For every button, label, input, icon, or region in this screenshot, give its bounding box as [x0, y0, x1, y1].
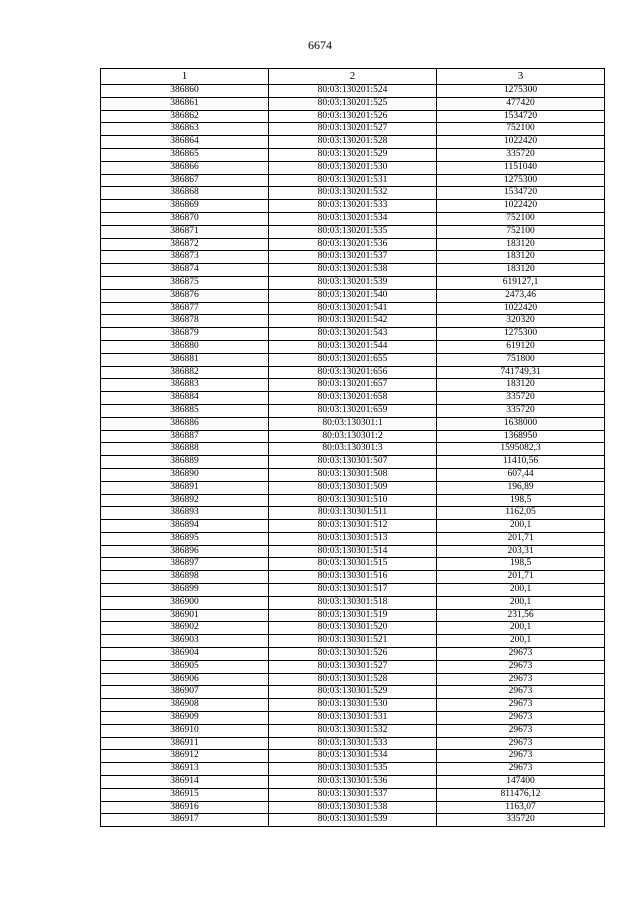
cadastral-number-cell: 80:03:130201:534 [269, 212, 437, 225]
table-row [101, 404, 605, 417]
row-number-cell: 386871 [101, 225, 269, 238]
table-row [101, 148, 605, 161]
cadastral-number-cell: 80:03:130201:527 [269, 123, 437, 136]
row-number-cell: 386864 [101, 136, 269, 149]
cadastral-number-cell: 80:03:130301:515 [269, 558, 437, 571]
table-row [101, 340, 605, 353]
table-row [101, 507, 605, 520]
row-number-cell: 386917 [101, 814, 269, 827]
cadastral-number-cell: 80:03:130301:509 [269, 481, 437, 494]
value-cell: 335720 [437, 392, 605, 405]
value-cell: 1275300 [437, 328, 605, 341]
value-cell: 741749,31 [437, 366, 605, 379]
cadastral-number-cell: 80:03:130301:517 [269, 584, 437, 597]
cadastral-number-cell: 80:03:130301:527 [269, 660, 437, 673]
value-cell: 335720 [437, 148, 605, 161]
value-cell: 1638000 [437, 417, 605, 430]
table-row [101, 379, 605, 392]
value-cell: 1022420 [437, 200, 605, 213]
table-row [101, 212, 605, 225]
value-cell: 752100 [437, 212, 605, 225]
value-cell: 619127,1 [437, 276, 605, 289]
value-cell: 231,56 [437, 609, 605, 622]
cadastral-number-cell: 80:03:130301:539 [269, 814, 437, 827]
row-number-cell: 386890 [101, 468, 269, 481]
row-number-cell: 386885 [101, 404, 269, 417]
value-cell: 11410,56 [437, 456, 605, 469]
row-number-cell: 386873 [101, 251, 269, 264]
cadastral-number-cell: 80:03:130301:518 [269, 596, 437, 609]
row-number-cell: 386866 [101, 161, 269, 174]
row-number-cell: 386860 [101, 85, 269, 98]
row-number-cell: 386893 [101, 507, 269, 520]
value-cell: 1534720 [437, 187, 605, 200]
table-row [101, 673, 605, 686]
cadastral-number-cell: 80:03:130301:535 [269, 763, 437, 776]
value-cell: 1534720 [437, 110, 605, 123]
row-number-cell: 386916 [101, 801, 269, 814]
value-cell: 200,1 [437, 520, 605, 533]
row-number-cell: 386909 [101, 712, 269, 725]
table-row [101, 814, 605, 827]
table-row [101, 635, 605, 648]
table-row [101, 468, 605, 481]
value-cell: 1022420 [437, 136, 605, 149]
table-row [101, 238, 605, 251]
value-cell: 2473,46 [437, 289, 605, 302]
row-number-cell: 386878 [101, 315, 269, 328]
row-number-cell: 386913 [101, 763, 269, 776]
value-cell: 147400 [437, 776, 605, 789]
row-number-cell: 386915 [101, 788, 269, 801]
row-number-cell: 386883 [101, 379, 269, 392]
value-cell: 203,31 [437, 545, 605, 558]
table-row [101, 776, 605, 789]
value-cell: 200,1 [437, 596, 605, 609]
cadastral-number-cell: 80:03:130301:529 [269, 686, 437, 699]
cadastral-number-cell: 80:03:130201:658 [269, 392, 437, 405]
cadastral-number-cell: 80:03:130301:510 [269, 494, 437, 507]
table-row [101, 366, 605, 379]
cadastral-number-cell: 80:03:130201:657 [269, 379, 437, 392]
table-row [101, 596, 605, 609]
value-cell: 29673 [437, 724, 605, 737]
table-row [101, 456, 605, 469]
row-number-cell: 386900 [101, 596, 269, 609]
row-number-cell: 386869 [101, 200, 269, 213]
cadastral-number-cell: 80:03:130301:3 [269, 443, 437, 456]
cadastral-number-cell: 80:03:130301:534 [269, 750, 437, 763]
value-cell: 200,1 [437, 584, 605, 597]
cadastral-number-cell: 80:03:130201:525 [269, 97, 437, 110]
cadastral-number-cell: 80:03:130301:531 [269, 712, 437, 725]
value-cell: 196,89 [437, 481, 605, 494]
cadastral-number-cell: 80:03:130301:2 [269, 430, 437, 443]
row-number-cell: 386888 [101, 443, 269, 456]
row-number-cell: 386895 [101, 532, 269, 545]
table-row [101, 97, 605, 110]
table-row [101, 712, 605, 725]
row-number-cell: 386879 [101, 328, 269, 341]
row-number-cell: 386863 [101, 123, 269, 136]
row-number-cell: 386891 [101, 481, 269, 494]
cadastral-number-cell: 80:03:130301:533 [269, 737, 437, 750]
table-row [101, 276, 605, 289]
cadastral-number-cell: 80:03:130301:528 [269, 673, 437, 686]
table-row [101, 763, 605, 776]
cadastral-number-cell: 80:03:130301:521 [269, 635, 437, 648]
row-number-cell: 386880 [101, 340, 269, 353]
table-row [101, 584, 605, 597]
table-row [101, 801, 605, 814]
cadastral-number-cell: 80:03:130301:516 [269, 571, 437, 584]
value-cell: 29673 [437, 712, 605, 725]
table-row [101, 609, 605, 622]
row-number-cell: 386892 [101, 494, 269, 507]
cadastral-number-cell: 80:03:130301:532 [269, 724, 437, 737]
value-cell: 29673 [437, 648, 605, 661]
row-number-cell: 386902 [101, 622, 269, 635]
cadastral-number-cell: 80:03:130301:519 [269, 609, 437, 622]
table-row [101, 110, 605, 123]
table-row [101, 187, 605, 200]
table-row [101, 443, 605, 456]
value-cell: 200,1 [437, 635, 605, 648]
cadastral-number-cell: 80:03:130201:528 [269, 136, 437, 149]
value-cell: 607,44 [437, 468, 605, 481]
row-number-cell: 386868 [101, 187, 269, 200]
value-cell: 29673 [437, 750, 605, 763]
table-row [101, 200, 605, 213]
cadastral-number-cell: 80:03:130301:511 [269, 507, 437, 520]
value-cell: 1368950 [437, 430, 605, 443]
cadastral-number-cell: 80:03:130201:531 [269, 174, 437, 187]
row-number-cell: 386870 [101, 212, 269, 225]
cadastral-number-cell: 80:03:130201:533 [269, 200, 437, 213]
cadastral-number-cell: 80:03:130201:538 [269, 264, 437, 277]
value-cell: 1022420 [437, 302, 605, 315]
row-number-cell: 386875 [101, 276, 269, 289]
table-row [101, 251, 605, 264]
cadastral-number-cell: 80:03:130301:526 [269, 648, 437, 661]
value-cell: 335720 [437, 404, 605, 417]
table-row [101, 417, 605, 430]
row-number-cell: 386911 [101, 737, 269, 750]
row-number-cell: 386897 [101, 558, 269, 571]
table-body [101, 85, 605, 827]
cadastral-number-cell: 80:03:130301:508 [269, 468, 437, 481]
row-number-cell: 386898 [101, 571, 269, 584]
row-number-cell: 386876 [101, 289, 269, 302]
table-row [101, 123, 605, 136]
cadastral-number-cell: 80:03:130201:536 [269, 238, 437, 251]
table-row [101, 328, 605, 341]
value-cell: 335720 [437, 814, 605, 827]
cadastral-number-cell: 80:03:130301:536 [269, 776, 437, 789]
value-cell: 619120 [437, 340, 605, 353]
value-cell: 198,5 [437, 494, 605, 507]
table-row [101, 161, 605, 174]
cadastral-number-cell: 80:03:130301:514 [269, 545, 437, 558]
table-row [101, 648, 605, 661]
value-cell: 29673 [437, 673, 605, 686]
value-cell: 29673 [437, 686, 605, 699]
table-row [101, 788, 605, 801]
cadastral-number-cell: 80:03:130201:532 [269, 187, 437, 200]
cadastral-number-cell: 80:03:130201:544 [269, 340, 437, 353]
cadastral-number-cell: 80:03:130201:539 [269, 276, 437, 289]
row-number-cell: 386906 [101, 673, 269, 686]
table-row [101, 558, 605, 571]
row-number-cell: 386899 [101, 584, 269, 597]
table-row [101, 724, 605, 737]
table-row [101, 353, 605, 366]
row-number-cell: 386861 [101, 97, 269, 110]
table-row [101, 481, 605, 494]
table-row [101, 571, 605, 584]
cadastral-number-cell: 80:03:130301:513 [269, 532, 437, 545]
value-cell: 201,71 [437, 571, 605, 584]
row-number-cell: 386896 [101, 545, 269, 558]
cadastral-number-cell: 80:03:130201:541 [269, 302, 437, 315]
cadastral-number-cell: 80:03:130201:656 [269, 366, 437, 379]
value-cell: 29673 [437, 763, 605, 776]
row-number-cell: 386908 [101, 699, 269, 712]
cadastral-number-cell: 80:03:130301:538 [269, 801, 437, 814]
row-number-cell: 386887 [101, 430, 269, 443]
table-row [101, 520, 605, 533]
row-number-cell: 386910 [101, 724, 269, 737]
row-number-cell: 386877 [101, 302, 269, 315]
data-table [100, 68, 605, 827]
row-number-cell: 386882 [101, 366, 269, 379]
page-number: 6674 [308, 38, 332, 52]
value-cell: 751800 [437, 353, 605, 366]
value-cell: 198,5 [437, 558, 605, 571]
row-number-cell: 386905 [101, 660, 269, 673]
value-cell: 29673 [437, 699, 605, 712]
cadastral-number-cell: 80:03:130301:1 [269, 417, 437, 430]
table-row [101, 392, 605, 405]
value-cell: 1275300 [437, 85, 605, 98]
row-number-cell: 386903 [101, 635, 269, 648]
table-row [101, 225, 605, 238]
cadastral-number-cell: 80:03:130201:659 [269, 404, 437, 417]
value-cell: 811476,12 [437, 788, 605, 801]
table-header-row [101, 69, 605, 85]
value-cell: 1595082,3 [437, 443, 605, 456]
value-cell: 183120 [437, 251, 605, 264]
cadastral-number-cell: 80:03:130201:530 [269, 161, 437, 174]
row-number-cell: 386874 [101, 264, 269, 277]
cadastral-number-cell: 80:03:130201:543 [269, 328, 437, 341]
cadastral-number-cell: 80:03:130301:530 [269, 699, 437, 712]
column-header-1: 1 [101, 69, 269, 85]
column-header-3: 3 [437, 69, 605, 85]
value-cell: 29673 [437, 660, 605, 673]
value-cell: 201,71 [437, 532, 605, 545]
value-cell: 183120 [437, 264, 605, 277]
table-row [101, 289, 605, 302]
table-row [101, 686, 605, 699]
cadastral-number-cell: 80:03:130201:529 [269, 148, 437, 161]
cadastral-number-cell: 80:03:130201:524 [269, 85, 437, 98]
value-cell: 1163,07 [437, 801, 605, 814]
table-row [101, 302, 605, 315]
row-number-cell: 386894 [101, 520, 269, 533]
table-row [101, 494, 605, 507]
row-number-cell: 386881 [101, 353, 269, 366]
value-cell: 320320 [437, 315, 605, 328]
table-row [101, 264, 605, 277]
cadastral-number-cell: 80:03:130201:526 [269, 110, 437, 123]
value-cell: 1162,05 [437, 507, 605, 520]
table-row [101, 315, 605, 328]
table-row [101, 430, 605, 443]
row-number-cell: 386914 [101, 776, 269, 789]
cadastral-number-cell: 80:03:130201:537 [269, 251, 437, 264]
table-row [101, 545, 605, 558]
row-number-cell: 386904 [101, 648, 269, 661]
row-number-cell: 386872 [101, 238, 269, 251]
cadastral-number-cell: 80:03:130301:520 [269, 622, 437, 635]
column-header-2: 2 [269, 69, 437, 85]
value-cell: 200,1 [437, 622, 605, 635]
table-row [101, 174, 605, 187]
value-cell: 1151040 [437, 161, 605, 174]
row-number-cell: 386901 [101, 609, 269, 622]
table-row [101, 699, 605, 712]
row-number-cell: 386912 [101, 750, 269, 763]
table-row [101, 660, 605, 673]
cadastral-number-cell: 80:03:130201:542 [269, 315, 437, 328]
value-cell: 752100 [437, 225, 605, 238]
value-cell: 752100 [437, 123, 605, 136]
value-cell: 29673 [437, 737, 605, 750]
value-cell: 477420 [437, 97, 605, 110]
table-row [101, 750, 605, 763]
cadastral-number-cell: 80:03:130201:655 [269, 353, 437, 366]
cadastral-number-cell: 80:03:130201:540 [269, 289, 437, 302]
row-number-cell: 386889 [101, 456, 269, 469]
table-row [101, 136, 605, 149]
row-number-cell: 386865 [101, 148, 269, 161]
table-row [101, 532, 605, 545]
cadastral-number-cell: 80:03:130201:535 [269, 225, 437, 238]
value-cell: 183120 [437, 379, 605, 392]
row-number-cell: 386886 [101, 417, 269, 430]
value-cell: 1275300 [437, 174, 605, 187]
row-number-cell: 386907 [101, 686, 269, 699]
cadastral-number-cell: 80:03:130301:507 [269, 456, 437, 469]
table-row [101, 85, 605, 98]
table-row [101, 737, 605, 750]
cadastral-number-cell: 80:03:130301:512 [269, 520, 437, 533]
row-number-cell: 386867 [101, 174, 269, 187]
table-row [101, 622, 605, 635]
cadastral-number-cell: 80:03:130301:537 [269, 788, 437, 801]
row-number-cell: 386862 [101, 110, 269, 123]
value-cell: 183120 [437, 238, 605, 251]
row-number-cell: 386884 [101, 392, 269, 405]
